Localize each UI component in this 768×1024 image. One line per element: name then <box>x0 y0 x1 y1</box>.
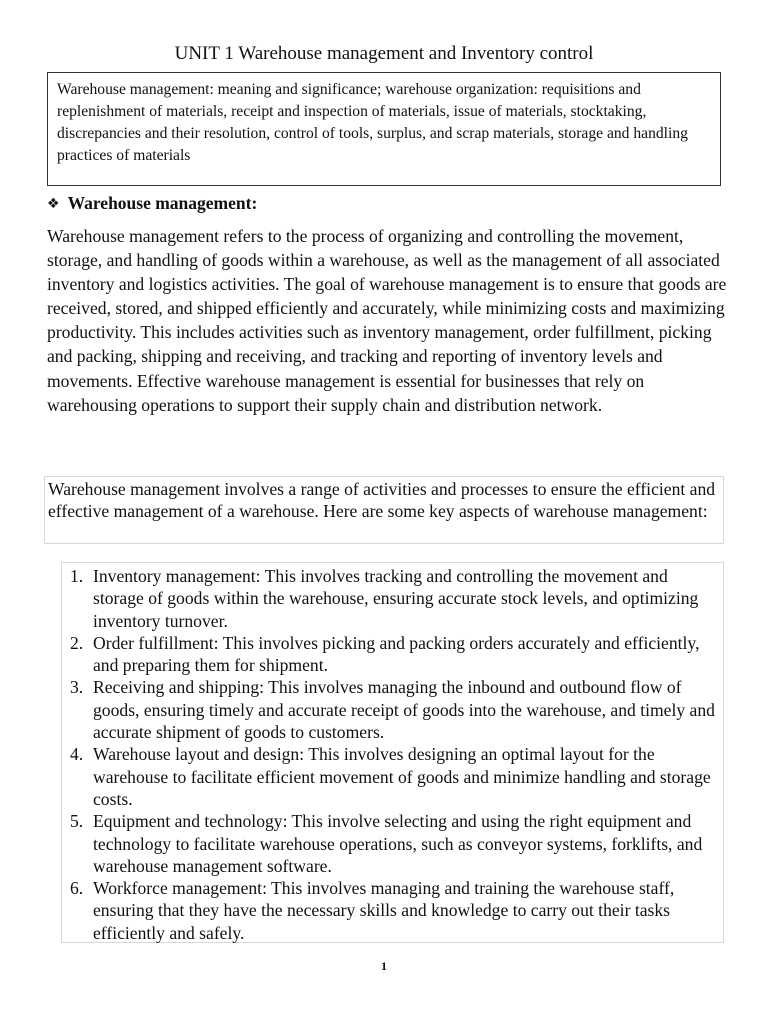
list-item-text: Receiving and shipping: This involves managing the inbound and outbound flow of goods, ensuring timely and accurate receipt of goods into the warehouse, and timely and accurate shipment of goods to customers. <box>93 677 715 743</box>
list-item-number: 6. <box>70 878 84 899</box>
page-title: UNIT 1 Warehouse management and Inventory control <box>174 43 594 64</box>
section-heading-text: Warehouse management: <box>67 193 258 213</box>
list-item <box>62 877 723 944</box>
list-item-number: 3. <box>70 677 84 698</box>
syllabus-box <box>47 72 721 186</box>
section-heading <box>47 191 257 217</box>
list-item-number: 5. <box>70 811 84 832</box>
list-item <box>62 743 723 810</box>
list-item-number: 1. <box>70 566 84 586</box>
list-item-text: Equipment and technology: This involve selecting and using the right equipment and technology to facilitate warehouse operations, such as conveyor systems, forklifts, and warehouse management software. <box>93 811 703 876</box>
list-item-number: 4. <box>70 744 84 765</box>
aspects-lead-in-box <box>44 476 724 544</box>
intro-paragraph: Warehouse management refers to the process of organizing and controlling the movement, storage, and handling of goods within a warehouse, as well as the management of all associated inventory and logistics activities. The goal of warehouse management is to ensure that goods are received, stored, and shipped efficiently and accurately, while minimizing costs and maximizing productivity. This includes activities such as inventory management, order fulfillment, picking and packing, shipping and receiving, and tracking and reporting of inventory levels and movements. Effective warehouse management is essential for businesses that rely on warehousing operations to support their supply chain and distribution network. <box>47 226 727 415</box>
page-number: 1 <box>381 959 387 973</box>
list-item <box>62 632 723 677</box>
list-item-number: 2. <box>70 632 84 653</box>
list-item-text: Warehouse layout and design: This involves designing an optimal layout for the warehouse to facilitate efficient movement of goods and minimize handling and storage costs. <box>93 744 711 809</box>
aspects-list-box <box>61 562 724 943</box>
list-item <box>62 810 723 877</box>
syllabus-text: Warehouse management: meaning and significance; warehouse organization: requisitions and replenishment of materials, receipt and inspection of materials, issue of materials, stocktaking, discrepancies and their resolution, control of tools, surplus, and scrap materials, storage and handling practices of materials <box>57 81 688 164</box>
aspects-lead-in: Warehouse management involves a range of activities and processes to ensure the efficient and effective management of a warehouse. Here are some key aspects of warehouse management: <box>48 479 716 521</box>
list-item-text: Order fulfillment: This involves picking and packing orders accurately and efficiently, and preparing them for shipment. <box>93 632 700 676</box>
list-item <box>62 676 723 743</box>
list-item <box>62 565 723 632</box>
aspects-list <box>62 563 723 944</box>
diamond-bullet-icon: ❖ <box>47 196 60 212</box>
list-item-text: Workforce management: This involves managing and training the warehouse staff, ensuring that they have the necessary skills and knowledge to carry out their tasks efficiently and safely. <box>93 878 675 943</box>
list-item-text: Inventory management: This involves tracking and controlling the movement and storage of goods within the warehouse, ensuring accurate stock levels, and optimizing inventory turnover. <box>93 566 699 631</box>
